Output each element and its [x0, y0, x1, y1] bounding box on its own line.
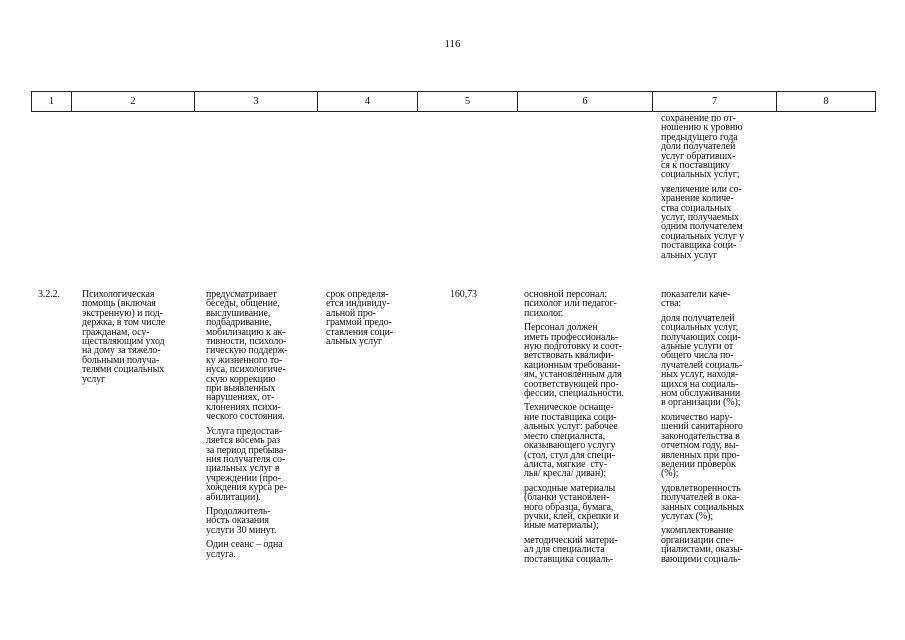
column-number-row [32, 92, 876, 112]
conditions-paragraph: методический матери- ал для специалиста поставщика социаль- [524, 534, 618, 565]
description-paragraph: предусматривает беседы, общение, выслушивание, подбадривание, мобилизацию к ак- тивности, психоло- гическую поддерж- ку жизненного то- нуса, психологиче- скую коррекцию при выявленных нарушениях, от- клонениях психи- ческого состояния. [206, 289, 288, 423]
service-conditions-cell [524, 290, 652, 564]
column-number-7: 7 [653, 92, 777, 112]
indicator-paragraph: показатели каче- ства: [661, 289, 731, 310]
indicator-paragraph: удовлетворенность получателей в ока- занных социальных услугах (%); [661, 482, 744, 522]
service-name: Психологическая помощь (включая экстренную) и под- держка, в том числе гражданам, осу- ществляющим уход на дому за тяжело- больными получа- телями социальных услуг [82, 289, 166, 385]
conditions-paragraph: Техническое оснаще- ние поставщика соци- альных услуг: рабочее место специалиста, оказывающего услугу (стол, стул для специ- алиста, мягкие сту- лья/ кресла/ диван); [524, 402, 618, 480]
column-number-2: 2 [72, 92, 195, 112]
column-number-4: 4 [318, 92, 418, 112]
conditions-paragraph: основной персонал: психолог или педагог- психолог. [524, 289, 617, 319]
column-header-table [31, 91, 876, 112]
description-paragraph: Продолжитель- ность оказания услуги 30 минут. [206, 505, 277, 536]
indicator-paragraph: доля получателей социальных услуг, получающих соци- альные услуги от общего числа по- лучателей социаль- ных услуг, находя- щихся на социаль- ном обслуживании в организации (%); [661, 312, 743, 409]
service-name-cell [82, 290, 202, 384]
indicator-paragraph: сохранение по от- ношению к уровню предыдущего года доли получателей услуг обратившх- ся к поставщику социальных услуг; [661, 113, 743, 181]
quality-indicators-cell [661, 290, 776, 564]
description-paragraph: Один сеанс – одна услуга. [206, 539, 283, 560]
indicator-paragraph: увеличение или со- хранение количе- ства социальных услуг, получаемых одним получателем социальных услуг у поставщика соци- альных услуг [661, 183, 745, 261]
description-paragraph: Услуга предостав- ляется восемь раз за период пребыва- ния получателя со- циальных услуг в учреждении (про- хождения курса ре- абилитации). [206, 425, 287, 503]
service-term: срок определя- ется индивиду- альной про- граммой предо- ставления соци- альных услуг [326, 289, 394, 348]
service-description-cell [206, 290, 320, 559]
service-term-cell [326, 290, 411, 346]
column-number-1: 1 [32, 92, 72, 112]
continued-indicators-cell [661, 114, 776, 260]
conditions-paragraph: расходные материалы (бланки установлен- ного образца, бумага, ручки, клей, скрепки и иные материалы); [524, 482, 619, 532]
service-cost-cell [450, 290, 500, 299]
column-number-5: 5 [418, 92, 518, 112]
service-number-cell [38, 290, 60, 299]
service-number: 3.2.2. [38, 289, 60, 300]
column-number-8: 8 [777, 92, 876, 112]
indicator-paragraph: количество нару- шений санитарного законодательства в отчетном году, вы- явленных при про- ведении проверок (%); [661, 411, 743, 480]
page-number: 116 [444, 38, 461, 50]
column-number-6: 6 [518, 92, 653, 112]
column-number-3: 3 [195, 92, 318, 112]
indicator-paragraph: укомплектование организации спе- циалистами, оказы- вающими социаль- [661, 525, 743, 565]
service-cost: 160,73 [450, 289, 477, 300]
conditions-paragraph: Персонал должен иметь профессиональ- ную подготовку и соот- ветствовать квалифи- кационным требовани- ям, установленным для соответствующей про- фессии, специальности. [524, 322, 624, 400]
